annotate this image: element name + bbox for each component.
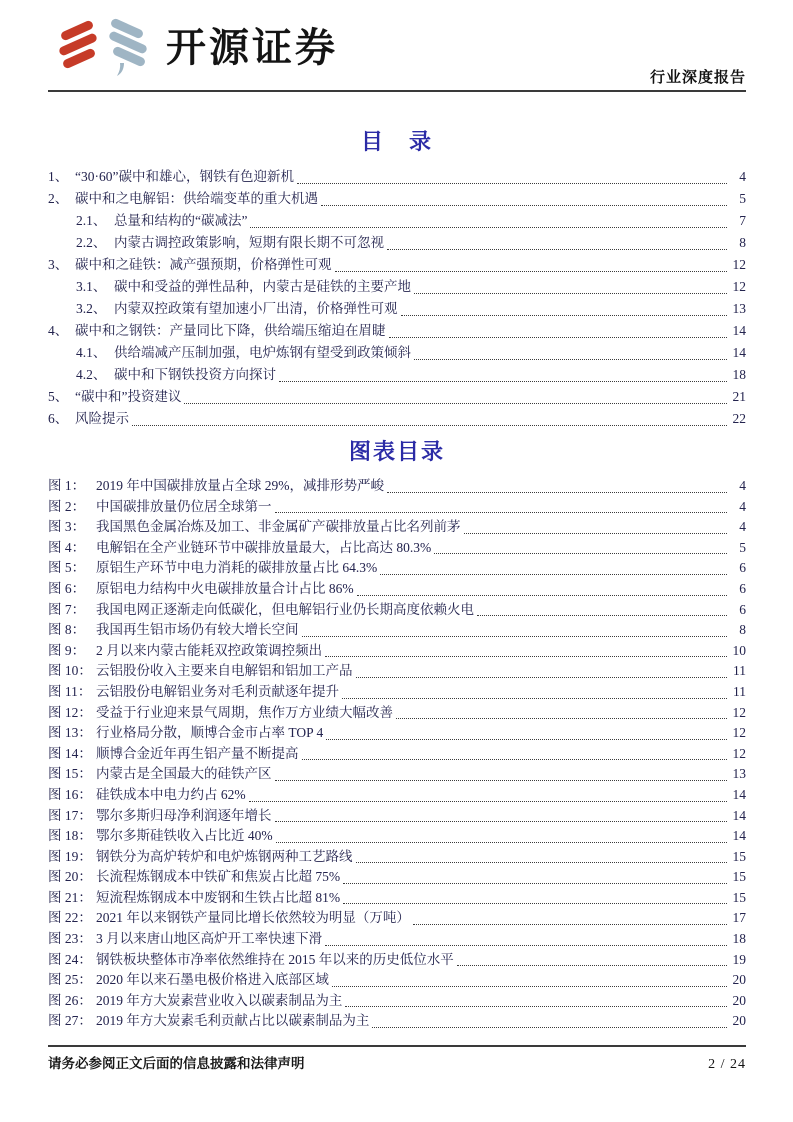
dotted-leader (380, 574, 727, 575)
figure-entry[interactable] (48, 785, 746, 806)
page-header (48, 0, 746, 92)
figure-entry-page: 4 (739, 478, 746, 493)
figure-entry-label: 中国碳排放量仍位居全球第一 (96, 498, 272, 514)
dotted-leader (387, 492, 727, 493)
figure-entry[interactable] (48, 579, 746, 600)
figure-entry[interactable] (48, 908, 746, 929)
toc-entry-page: 8 (739, 235, 746, 250)
figure-entry-page: 12 (732, 745, 746, 761)
toc-entry-label: “30·60”碳中和雄心，钢铁有色迎新机 (75, 169, 294, 184)
figure-entry-number: 图 1： (48, 478, 86, 493)
toc-entry-number: 1、 (48, 169, 69, 184)
figure-entry-label: 硅铁成本中电力约占 62% (96, 786, 246, 802)
figure-entry-page: 20 (732, 1013, 746, 1029)
figure-entry-label: 3 月以来唐山地区高炉开工率快速下滑 (96, 931, 323, 947)
figure-entry-page: 19 (732, 951, 746, 967)
dotted-leader (342, 698, 727, 699)
figure-entry[interactable] (48, 970, 746, 991)
toc-entry[interactable] (48, 342, 746, 364)
figure-entry[interactable] (48, 826, 746, 847)
page-footer (48, 1045, 746, 1073)
figure-entry-number: 图 15： (48, 766, 92, 782)
figure-entry[interactable] (48, 497, 746, 518)
dotted-leader (389, 337, 728, 338)
dotted-leader (250, 227, 727, 228)
figure-entry[interactable] (48, 764, 746, 785)
toc-entry-number: 2.1、 (76, 213, 107, 228)
figure-entry-page: 11 (733, 683, 746, 699)
toc-entry[interactable] (48, 166, 746, 188)
figure-entry-number: 图 16： (48, 786, 92, 802)
figure-entry-page: 20 (732, 972, 746, 988)
dotted-leader (302, 636, 728, 637)
brand-logo-icon (54, 18, 158, 78)
figure-entry-page: 15 (732, 869, 746, 885)
figure-entry-label: 行业格局分散，顺博合金市占率 TOP 4 (96, 725, 324, 741)
toc-entry-label: 碳中和之钢铁：产量同比下降，供给端压缩迫在眉睫 (75, 323, 386, 338)
figure-entry-label: 鄂尔多斯归母净利润逐年增长 (96, 807, 272, 823)
figures-title: 图表目录 (348, 439, 445, 464)
figure-entry-number: 图 20： (48, 869, 92, 885)
toc-entry-number: 4、 (48, 323, 69, 338)
figure-entry-page: 11 (733, 663, 746, 679)
figure-entry-label: 长流程炼钢成本中铁矿和焦炭占比超 75% (96, 869, 341, 885)
dotted-leader (345, 1006, 727, 1007)
dotted-leader (413, 924, 727, 925)
dotted-leader (464, 533, 728, 534)
toc-entry-label: 总量和结构的“碳减法” (114, 213, 248, 228)
figure-entry-label: 受益于行业迎来景气周期，焦作万方业绩大幅改善 (96, 704, 393, 720)
dotted-leader (457, 965, 727, 966)
figure-entry-number: 图 12： (48, 704, 92, 720)
figure-entry-page: 12 (732, 704, 746, 720)
figure-entry[interactable] (48, 600, 746, 621)
dotted-leader (343, 883, 727, 884)
dotted-leader (401, 315, 728, 316)
page-indicator: 2 / 24 (708, 1057, 746, 1072)
toc-entry-number: 2.2、 (76, 235, 107, 250)
figure-entry[interactable] (48, 847, 746, 868)
figure-entry-label: 原铝电力结构中火电碳排放量合计占比 86% (96, 580, 354, 596)
toc-entry-page: 14 (732, 323, 746, 338)
toc-entry-page: 4 (739, 169, 746, 184)
figure-entry-number: 图 10： (48, 663, 92, 679)
dotted-leader (275, 821, 728, 822)
figure-entry-label: 2021 年以来钢铁产量同比增长依然较为明显（万吨） (96, 910, 410, 926)
dotted-leader (275, 780, 728, 781)
figure-entry[interactable] (48, 950, 746, 971)
dotted-leader (276, 842, 727, 843)
dotted-leader (356, 862, 728, 863)
figure-entry-page: 6 (739, 601, 746, 617)
figure-entry-number: 图 8： (48, 622, 86, 638)
figure-entry[interactable] (48, 517, 746, 538)
figure-entry-number: 图 14： (48, 745, 92, 761)
figure-entry-page: 6 (739, 560, 746, 576)
figure-entry-label: 云铝股份电解铝业务对毛利贡献逐年提升 (96, 683, 339, 699)
figure-entry-page: 4 (739, 519, 746, 535)
dotted-leader (249, 801, 727, 802)
dotted-leader (297, 183, 727, 184)
toc-entry-label: 风险提示 (75, 411, 129, 426)
dotted-leader (325, 945, 727, 946)
dotted-leader (357, 595, 727, 596)
dotted-leader (325, 656, 727, 657)
figure-entry-label: 云铝股份收入主要来自电解铝和铝加工产品 (96, 663, 353, 679)
brand-logo (54, 18, 338, 78)
figure-entry-number: 图 19： (48, 848, 92, 864)
dotted-leader (279, 381, 727, 382)
figure-entry-label: 2019 年中国碳排放量占全球 29%，减排形势严峻 (96, 478, 384, 493)
figure-entry-label: 顺博合金近年再生铝产量不断提高 (96, 745, 299, 761)
toc-entry[interactable] (48, 188, 746, 210)
figure-entry-label: 鄂尔多斯硅铁收入占比近 40% (96, 828, 273, 844)
figure-entry-number: 图 5： (48, 560, 86, 576)
dotted-leader (335, 271, 728, 272)
report-type-label: 行业深度报告 (649, 70, 746, 86)
toc-entry[interactable] (48, 364, 746, 386)
toc-entry[interactable] (48, 210, 746, 232)
toc-entry-label: 碳中和下钢铁投资方向探讨 (114, 367, 276, 382)
figure-entry-number: 图 25： (48, 972, 92, 988)
dotted-leader (302, 759, 728, 760)
toc-title: 目 录 (360, 129, 433, 154)
figure-entry-label: 2020 年以来石墨电极价格进入底部区域 (96, 972, 329, 988)
figure-entry-number: 图 3： (48, 519, 86, 535)
figure-entry[interactable] (48, 538, 746, 559)
figure-entry-number: 图 13： (48, 725, 92, 741)
toc-entry-label: 碳中和受益的弹性品种，内蒙古是硅铁的主要产地 (114, 279, 411, 294)
dotted-leader (326, 739, 727, 740)
figure-entry-number: 图 18： (48, 828, 92, 844)
figure-entry-label: 2019 年方大炭素毛利贡献占比以碳素制品为主 (96, 1013, 370, 1029)
figure-entry[interactable] (48, 703, 746, 724)
figure-entry[interactable] (48, 476, 746, 497)
figure-entry-label: 2 月以来内蒙古能耗双控政策调控频出 (96, 642, 323, 658)
toc-entry-page: 12 (732, 257, 746, 272)
toc-entry-label: 碳中和之硅铁：减产强预期，价格弹性可观 (75, 257, 332, 272)
figure-entry-number: 图 27： (48, 1013, 92, 1029)
dotted-leader (332, 986, 727, 987)
toc-entry[interactable] (48, 276, 746, 298)
figure-entry-page: 14 (732, 786, 746, 802)
toc-entry-page: 13 (732, 301, 746, 316)
toc-entry-label: 碳中和之电解铝：供给端变革的重大机遇 (75, 191, 318, 206)
toc-entry-page: 22 (732, 411, 746, 426)
toc-entry-label: 内蒙古调控政策影响，短期有限长期不可忽视 (114, 235, 384, 250)
figure-entry-label: 我国电网正逐渐走向低碳化，但电解铝行业仍长期高度依赖火电 (96, 601, 474, 617)
toc-entry-number: 3.1、 (76, 279, 107, 294)
figure-entry-page: 4 (739, 498, 746, 514)
toc-entry-page: 7 (739, 213, 746, 228)
figure-entry[interactable] (48, 641, 746, 662)
dotted-leader (372, 1027, 727, 1028)
figure-entry-number: 图 4： (48, 539, 86, 555)
figure-entry-number: 图 26： (48, 992, 92, 1008)
figure-entry[interactable] (48, 888, 746, 909)
figure-entry-number: 图 24： (48, 951, 92, 967)
figure-entry[interactable] (48, 867, 746, 888)
figure-entry[interactable] (48, 723, 746, 744)
figure-entry-number: 图 7： (48, 601, 86, 617)
dotted-leader (321, 205, 727, 206)
toc-entry-page: 5 (739, 191, 746, 206)
figure-entry-label: 内蒙古是全国最大的硅铁产区 (96, 766, 272, 782)
figure-entry-page: 10 (732, 642, 746, 658)
figure-entry[interactable] (48, 661, 746, 682)
dotted-leader (414, 359, 727, 360)
figure-entry-label: 2019 年方大炭素营业收入以碳素制品为主 (96, 992, 343, 1008)
figure-entry-number: 图 11： (48, 683, 92, 699)
figure-entry-page: 5 (739, 539, 746, 555)
toc-entry-number: 2、 (48, 191, 69, 206)
toc-entry-number: 4.2、 (76, 367, 107, 382)
toc-list (48, 166, 746, 430)
figure-entry-label: 原铝生产环节中电力消耗的碳排放量占比 64.3% (96, 560, 378, 576)
figure-entry-page: 14 (732, 807, 746, 823)
toc-entry-label: 内蒙双控政策有望加速小厂出清，价格弹性可观 (114, 301, 398, 316)
toc-entry-page: 14 (732, 345, 746, 360)
toc-entry[interactable] (48, 386, 746, 408)
toc-entry-page: 18 (732, 367, 746, 382)
figure-entry-label: 钢铁板块整体市净率依然维持在 2015 年以来的历史低位水平 (96, 951, 454, 967)
figure-list (48, 476, 746, 1032)
figure-entry-page: 14 (732, 828, 746, 844)
figure-entry-number: 图 21： (48, 889, 92, 905)
figure-entry[interactable] (48, 929, 746, 950)
toc-entry[interactable] (48, 254, 746, 276)
figure-entry-page: 8 (739, 622, 746, 638)
toc-entry-number: 3、 (48, 257, 69, 272)
toc-entry-label: 供给端减产压制加强，电炉炼钢有望受到政策倾斜 (114, 345, 411, 360)
toc-entry[interactable] (48, 232, 746, 254)
toc-entry-page: 12 (732, 279, 746, 294)
figure-entry-label: 我国黑色金属冶炼及加工、非金属矿产碳排放量占比名列前茅 (96, 519, 461, 535)
toc-entry-label: “碳中和”投资建议 (75, 389, 182, 404)
toc-content (48, 90, 746, 1032)
figure-entry-page: 20 (732, 992, 746, 1008)
figure-entry-page: 15 (732, 848, 746, 864)
toc-entry-number: 5、 (48, 389, 69, 404)
dotted-leader (387, 249, 727, 250)
figure-entry-page: 17 (732, 910, 746, 926)
figure-entry-number: 图 9： (48, 642, 86, 658)
toc-entry[interactable] (48, 408, 746, 430)
brand-name: 开源证券 (166, 26, 338, 70)
toc-entry[interactable] (48, 320, 746, 342)
toc-entry-number: 4.1、 (76, 345, 107, 360)
figure-entry-page: 15 (732, 889, 746, 905)
dotted-leader (396, 718, 727, 719)
figure-entry[interactable] (48, 1011, 746, 1032)
figure-entry-page: 13 (732, 766, 746, 782)
toc-entry[interactable] (48, 298, 746, 320)
dotted-leader (275, 512, 728, 513)
figure-entry-number: 图 6： (48, 580, 86, 596)
dotted-leader (477, 615, 727, 616)
footer-disclaimer: 请务必参阅正文后面的信息披露和法律声明 (48, 1056, 305, 1071)
figure-entry-label: 我国再生铝市场仍有较大增长空间 (96, 622, 299, 638)
figure-entry[interactable] (48, 558, 746, 579)
toc-entry-page: 21 (732, 389, 746, 404)
figure-entry-page: 12 (732, 725, 746, 741)
toc-entry-number: 3.2、 (76, 301, 107, 316)
figure-entry-page: 18 (732, 931, 746, 947)
dotted-leader (132, 425, 727, 426)
toc-entry-number: 6、 (48, 411, 69, 426)
figure-entry[interactable] (48, 620, 746, 641)
dotted-leader (356, 677, 728, 678)
dotted-leader (343, 903, 727, 904)
figure-entry[interactable] (48, 744, 746, 765)
dotted-leader (184, 403, 727, 404)
figure-entry-number: 图 23： (48, 931, 92, 947)
figure-entry-label: 电解铝在全产业链环节中碳排放量最大，占比高达 80.3% (96, 539, 432, 555)
dotted-leader (434, 553, 727, 554)
figure-entry[interactable] (48, 806, 746, 827)
figure-entry-page: 6 (739, 580, 746, 596)
figure-entry[interactable] (48, 682, 746, 703)
figure-entry[interactable] (48, 991, 746, 1012)
figure-entry-number: 图 2： (48, 498, 86, 514)
figure-entry-number: 图 22： (48, 910, 92, 926)
dotted-leader (414, 293, 727, 294)
figure-entry-label: 钢铁分为高炉转炉和电炉炼钢两种工艺路线 (96, 848, 353, 864)
figure-entry-number: 图 17： (48, 807, 92, 823)
figure-entry-label: 短流程炼钢成本中废钢和生铁占比超 81% (96, 889, 341, 905)
